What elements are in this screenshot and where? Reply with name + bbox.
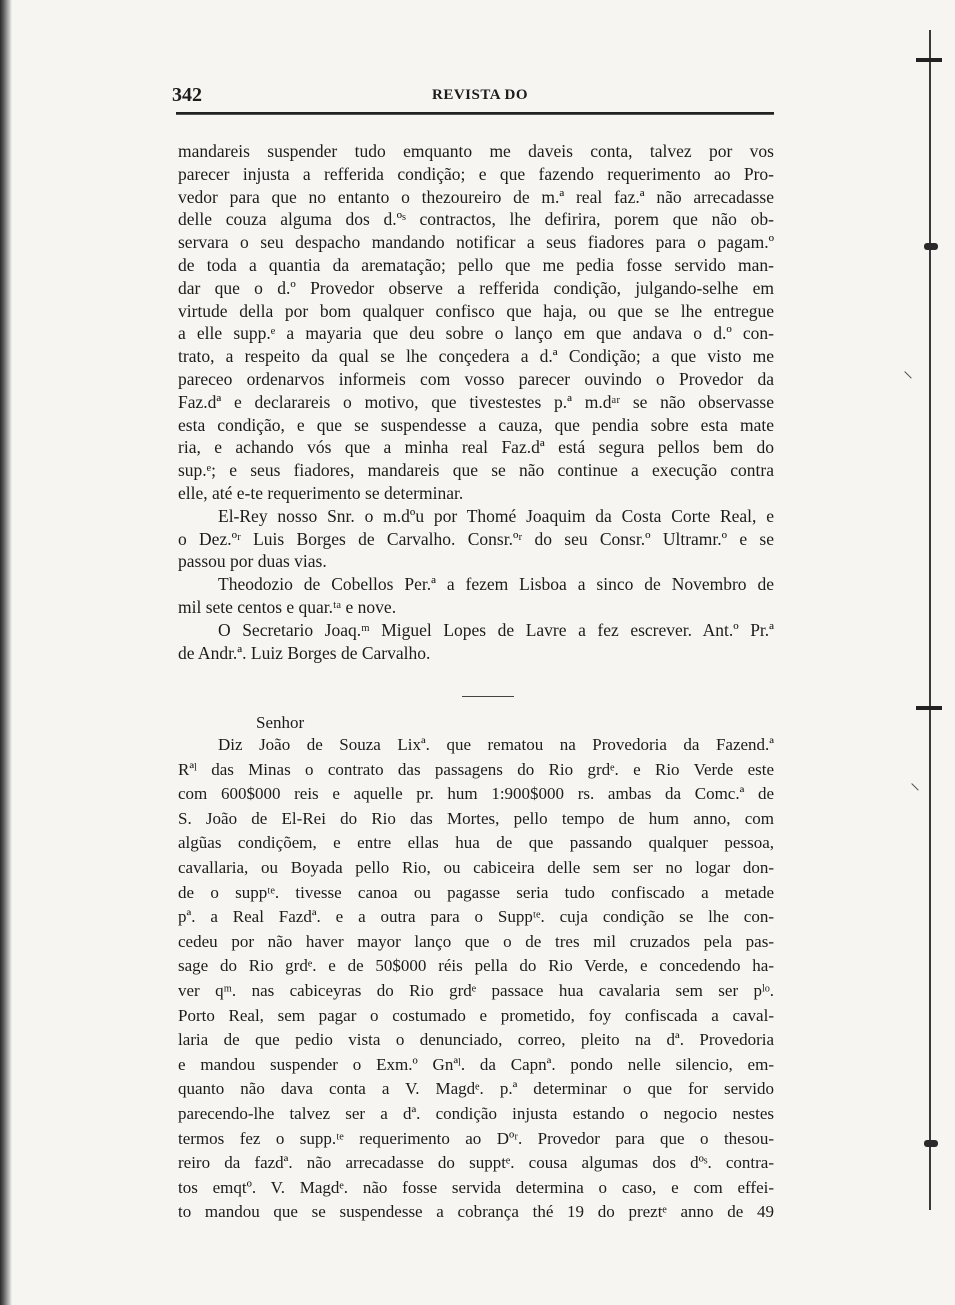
page-binding-edge <box>0 0 12 1305</box>
text-line: de Andr.ª. Luiz Borges de Carvalho. <box>178 642 431 663</box>
text-line: trato, a respeito da qual se lhe conçedera a d.ª Condição; a que visto me <box>178 346 774 367</box>
text-line: de o suppᵗᵉ. tivesse canoa ou pagasse seria tudo confiscado a metade <box>178 882 774 902</box>
text-line: mil sete centos e quar.ᵗᵃ e nove. <box>178 596 397 617</box>
margin-blot <box>924 1140 938 1147</box>
margin-tick <box>916 706 942 710</box>
text-line: El-Rey nosso Snr. o m.dºu por Thomé Joaquim da Costa Corte Real, e <box>218 505 774 526</box>
text-line: passou por duas vias. <box>178 551 327 572</box>
text-line: sage do Rio grdᵉ. e de 50$000 réis pella do Rio Verde, e concedendo ha- <box>178 956 774 976</box>
text-line: tos emqtº. V. Magdᵉ. não fosse servida determina o caso, e com effei- <box>178 1177 774 1197</box>
text-line: delle couza alguma dos d.ºˢ contractos, lhe defirira, porem que não ob- <box>178 209 774 230</box>
margin-blot <box>924 243 938 250</box>
section-divider <box>462 696 514 697</box>
text-line: S. João de El-Rei do Rio das Mortes, pello tempo de hum anno, com <box>178 808 774 828</box>
margin-scratch-mark: ⸜ <box>910 772 920 794</box>
text-line: esta condição, e que se suspendesse a cauza, que pendia sobre esta mate <box>178 414 774 435</box>
text-line: cedeu por não haver mayor lanço que o de tres mil cruzados pela pas- <box>178 931 774 951</box>
text-line: pareceo ordenarvos informeis com vosso parecer ouvindo o Provedor da <box>178 368 774 389</box>
text-line: Faz.dª e declarareis o motivo, que tivestestes p.ª m.dᵃʳ se não observasse <box>178 391 774 412</box>
salutation: Senhor <box>256 713 305 732</box>
text-line: sup.ᵉ; e seus fiadores, mandareis que se não continue a execução contra <box>178 460 774 481</box>
text-line: com 600$000 reis e aquelle pr. hum 1:900$000 rs. ambas da Comc.ª de <box>178 784 774 804</box>
text-line: virtude della por bom qualquer confisco que haja, ou que se lhe entregue <box>178 300 774 321</box>
text-line: elle, até e-te requerimento se determinar. <box>178 482 464 503</box>
text-line: vedor para que no entanto o thezoureiro de m.ª real faz.ª não arrecadasse <box>178 186 774 207</box>
text-line: algũas condiçõem, e entre ellas hua de que passando qualquer pessoa, <box>178 833 774 853</box>
text-line: ria, e achando vós que a minha real Faz.dª está segura pellos bem do <box>178 437 774 458</box>
petition-text-block <box>178 733 774 1225</box>
margin-rule <box>929 30 931 1210</box>
text-line: parecer injusta a refferida condição; e que fazendo requerimento ao Pro- <box>178 163 774 184</box>
text-line: Rªˡ das Minas o contrato das passagens do Rio grdᵉ. e Rio Verde este <box>178 759 774 779</box>
text-line: to mandou que se suspendesse a cobrança thé 19 do preztᵉ anno de 49 <box>178 1202 774 1222</box>
page-number: 342 <box>172 84 202 106</box>
text-line: O Secretario Joaq.ᵐ Miguel Lopes de Lavre a fez escrever. Ant.º Pr.ª <box>218 619 774 640</box>
text-line: Porto Real, sem pagar o costumado e prometido, foy confiscada a caval- <box>178 1005 774 1025</box>
text-line: reiro da fazdª. não arrecadasse do supptᵉ. cousa algumas dos dºˢ. contra- <box>178 1153 774 1173</box>
text-line: de toda a quantia da arematação; pello que me pedia fosse servido man- <box>178 254 774 275</box>
text-line: mandareis suspender tudo emquanto me daveis conta, talvez por vos <box>178 141 774 161</box>
text-line: ver qᵐ. nas cabiceyras do Rio grdᵉ passace hua cavalaria sem ser pˡᵒ. <box>178 980 774 1000</box>
text-line: servara o seu despacho mandando notificar a seus fiadores para o pagam.º <box>178 232 774 253</box>
text-line: pª. a Real Fazdª. e a outra para o Suppᵗᵉ. cuja condição se lhe con- <box>178 907 774 927</box>
text-line: termos fez o supp.ᵗᵉ requerimento ao Dºʳ. Provedor para que o thesou- <box>178 1128 774 1148</box>
text-line: Diz João de Souza Lixª. que rematou na Provedoria da Fazend.ª <box>218 735 774 754</box>
margin-tick <box>916 58 942 62</box>
text-line: parecendo-lhe talvez ser a dª. condição injusta estando o negocio nestes <box>178 1103 774 1123</box>
text-line: o Dez.ºʳ Luis Borges de Carvalho. Consr.ºʳ do seu Consr.º Ultramr.º e se <box>178 528 774 549</box>
text-line: a elle supp.ᵉ a mayaria que deu sobre o lanço em que andava o d.º con- <box>178 323 774 344</box>
margin-scratch-mark: ⸜ <box>903 360 913 382</box>
running-head: REVISTA DO <box>432 87 528 103</box>
text-line: Theodozio de Cobellos Per.ª a fezem Lisboa a sinco de Novembro de <box>218 574 774 595</box>
text-line: cavallaria, ou Boyada pello Rio, ou cabiceira delle sem ser no logar don- <box>178 857 774 877</box>
text-line: quanto não dava conta a V. Magdᵉ. p.ª determinar o que for servido <box>178 1079 774 1099</box>
header-rule <box>176 112 774 115</box>
text-line: e mandou suspender o Exm.º Gnªˡ. da Capnª. pondo nelle silencio, em- <box>178 1054 774 1074</box>
text-line: laria de que pedio vista o denunciado, correo, pleito na dª. Provedoria <box>178 1030 774 1050</box>
text-line: dar que o d.º Provedor observe a refferida condição, julgando-selhe em <box>178 277 774 298</box>
letter-text-block <box>178 140 774 664</box>
